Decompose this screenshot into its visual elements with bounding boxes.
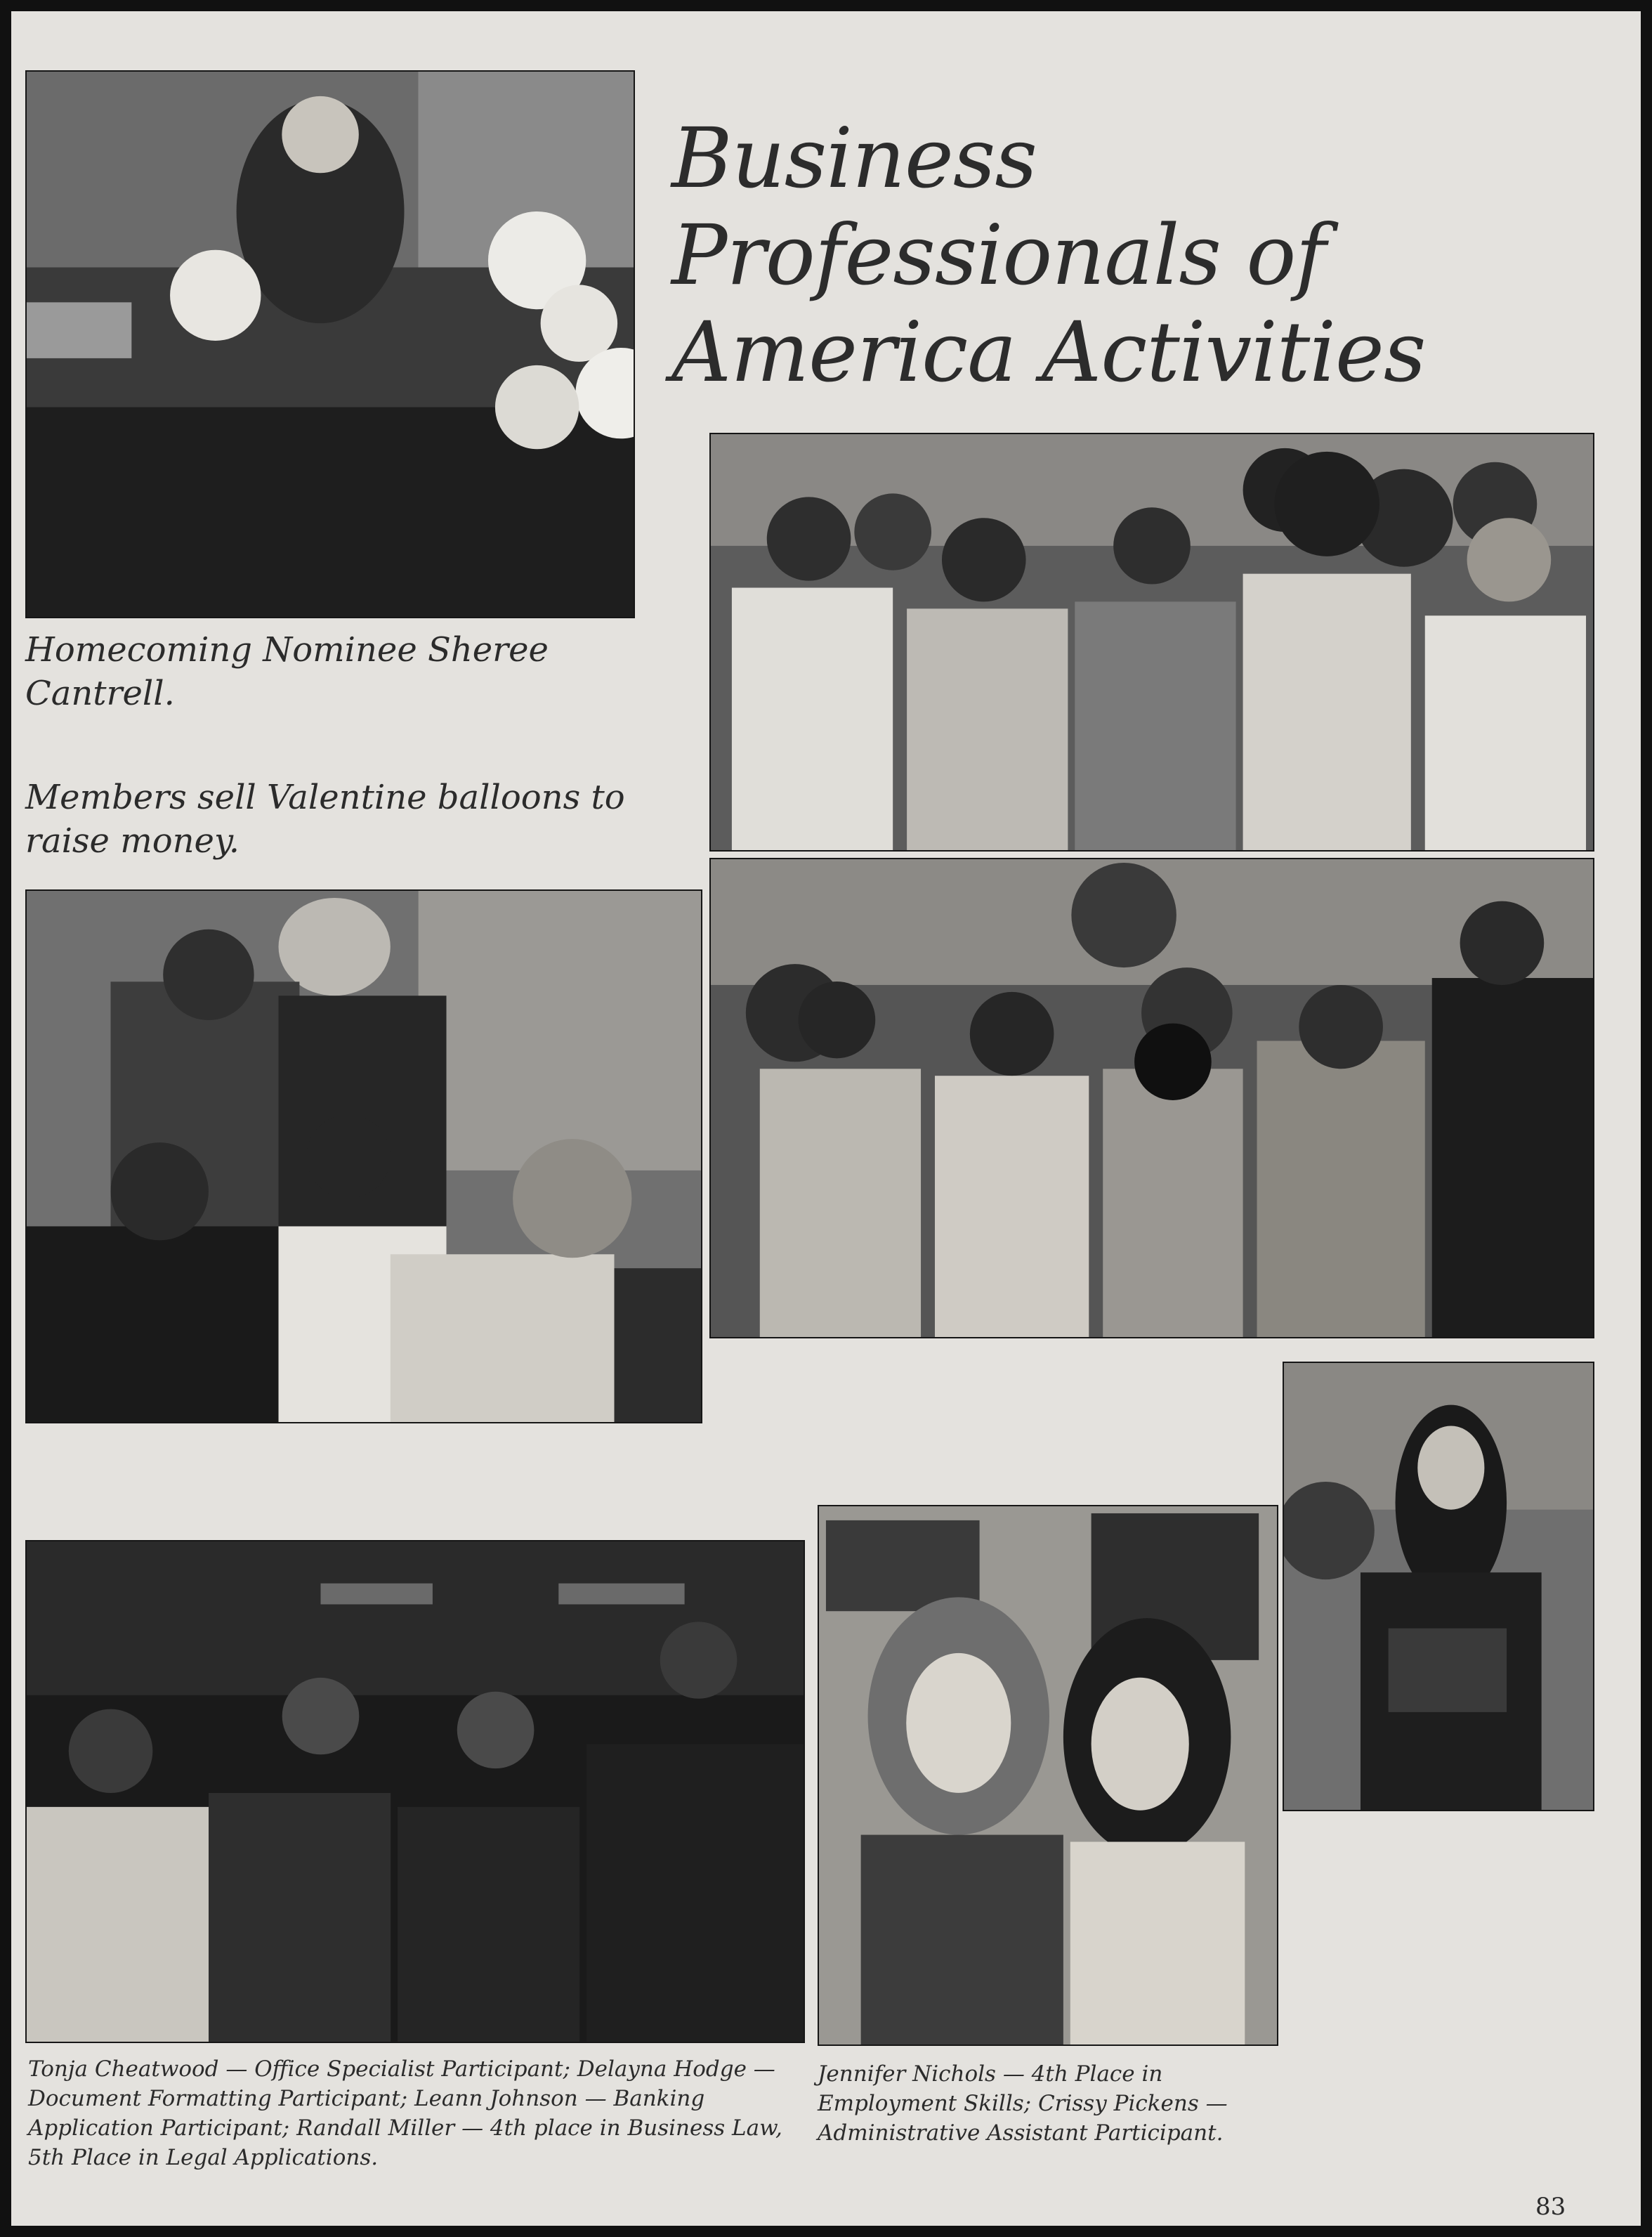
caption-homecoming: Homecoming Nominee Sheree Cantrell. bbox=[25, 630, 549, 713]
photo-homecoming-car bbox=[25, 70, 635, 618]
caption-valentine-balloons: Members sell Valentine balloons to raise money. bbox=[25, 778, 625, 861]
caption-competitors: Tonja Cheatwood — Office Specialist Participant; Delayna Hodge — Document Formatting Participant; Leann Johnson — Banking Application Participant; Randall Miller — 4th place in Business Law, 5th Place in Legal Applications. bbox=[28, 2056, 782, 2170]
photo-welcome-group-1 bbox=[709, 433, 1594, 852]
page-title bbox=[671, 110, 1514, 400]
photo-four-competitors bbox=[25, 1540, 805, 2043]
title-line-3: America Activities bbox=[671, 304, 1426, 400]
page-number: 83 bbox=[1535, 2193, 1566, 2221]
yearbook-page bbox=[11, 11, 1641, 2226]
photo-office-balloons bbox=[25, 889, 702, 1423]
photo-two-girls bbox=[818, 1505, 1278, 2046]
title-line-1: Business bbox=[671, 110, 1037, 207]
photo-senior-shirt bbox=[1283, 1362, 1594, 1811]
title-line-2: Professionals of bbox=[671, 207, 1326, 304]
photo-welcome-group-2 bbox=[709, 858, 1594, 1338]
caption-nichols-pickens: Jennifer Nichols — 4th Place in Employment Skills; Crissy Pickens — Administrative Assistant Participant. bbox=[818, 2061, 1228, 2146]
